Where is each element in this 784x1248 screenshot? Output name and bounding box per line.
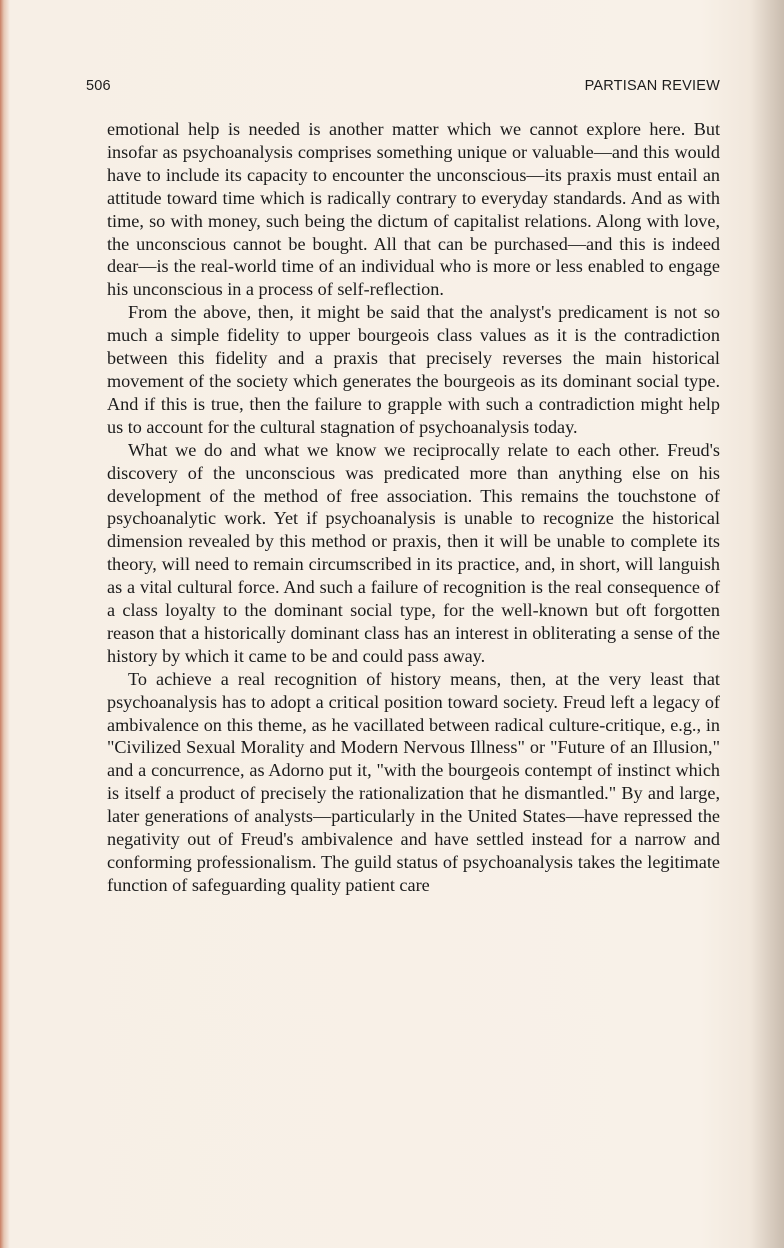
paragraph: From the above, then, it might be said that the analyst's predicament is not so much a simple fidelity to upper bourgeois class values as it is the contradiction between this fidelity and a praxis that precisely reverses the main historical movement of the society which generates the bourgeois as its dominant social type. And if this is true, then the failure to grapple with such a contradiction might help us to account for the cultural stagnation of psychoanalysis today.: [107, 302, 720, 437]
paragraph: To achieve a real recognition of history means, then, at the very least that psychoanalysis has to adopt a critical position toward society. Freud left a legacy of ambivalence on this theme, as he vacillated between radical culture-critique, e.g., in "Civilized Sexual Morality and Modern Nervous Illness" or "Future of an Illusion," and a concurrence, as Adorno put it, "with the bourgeois contempt of instinct which is itself a product of precisely the rationalization that he dismantled." By and large, later generations of analysts—particularly in the United States—have repressed the negativity out of Freud's ambivalence and have settled instead for a narrow and conforming professionalism. The guild status of psychoanalysis takes the legitimate function of safeguarding quality patient care: [107, 668, 720, 895]
page-number: 506: [86, 78, 111, 94]
running-title: PARTISAN REVIEW: [584, 78, 720, 94]
paragraph: What we do and what we know we reciprocally relate to each other. Freud's discovery of the unconscious was predicated more than anything else on his development of the method of free association. This remains the touchstone of psychoanalytic work. Yet if psychoanalysis is unable to recognize the historical dimension revealed by this method or praxis, then it will be unable to complete its theory, will need to remain circumscribed in its practice, and, in short, will languish as a vital cultural force. And such a failure of recognition is the real consequence of a class loyalty to the dominant social type, for the well-known but oft forgotten reason that a historically dominant class has an interest in obliterating a sense of the history by which it came to be and could pass away.: [107, 439, 720, 666]
running-header: [86, 78, 720, 98]
paragraph-continuation: emotional help is needed is another matter which we cannot explore here. But insofar as psychoanalysis comprises something unique or valuable—and this would have to include its capacity to encounter the unconscious—its praxis must entail an attitude toward time which is radically contrary to everyday standards. And as with time, so with money, such being the dictum of capitalist relations. Along with love, the unconscious cannot be bought. All that can be purchased—and this is indeed dear—is the real-world time of an individual who is more or less enabled to engage his unconscious in a process of self-reflection.: [107, 119, 720, 300]
body-text: [107, 118, 720, 897]
